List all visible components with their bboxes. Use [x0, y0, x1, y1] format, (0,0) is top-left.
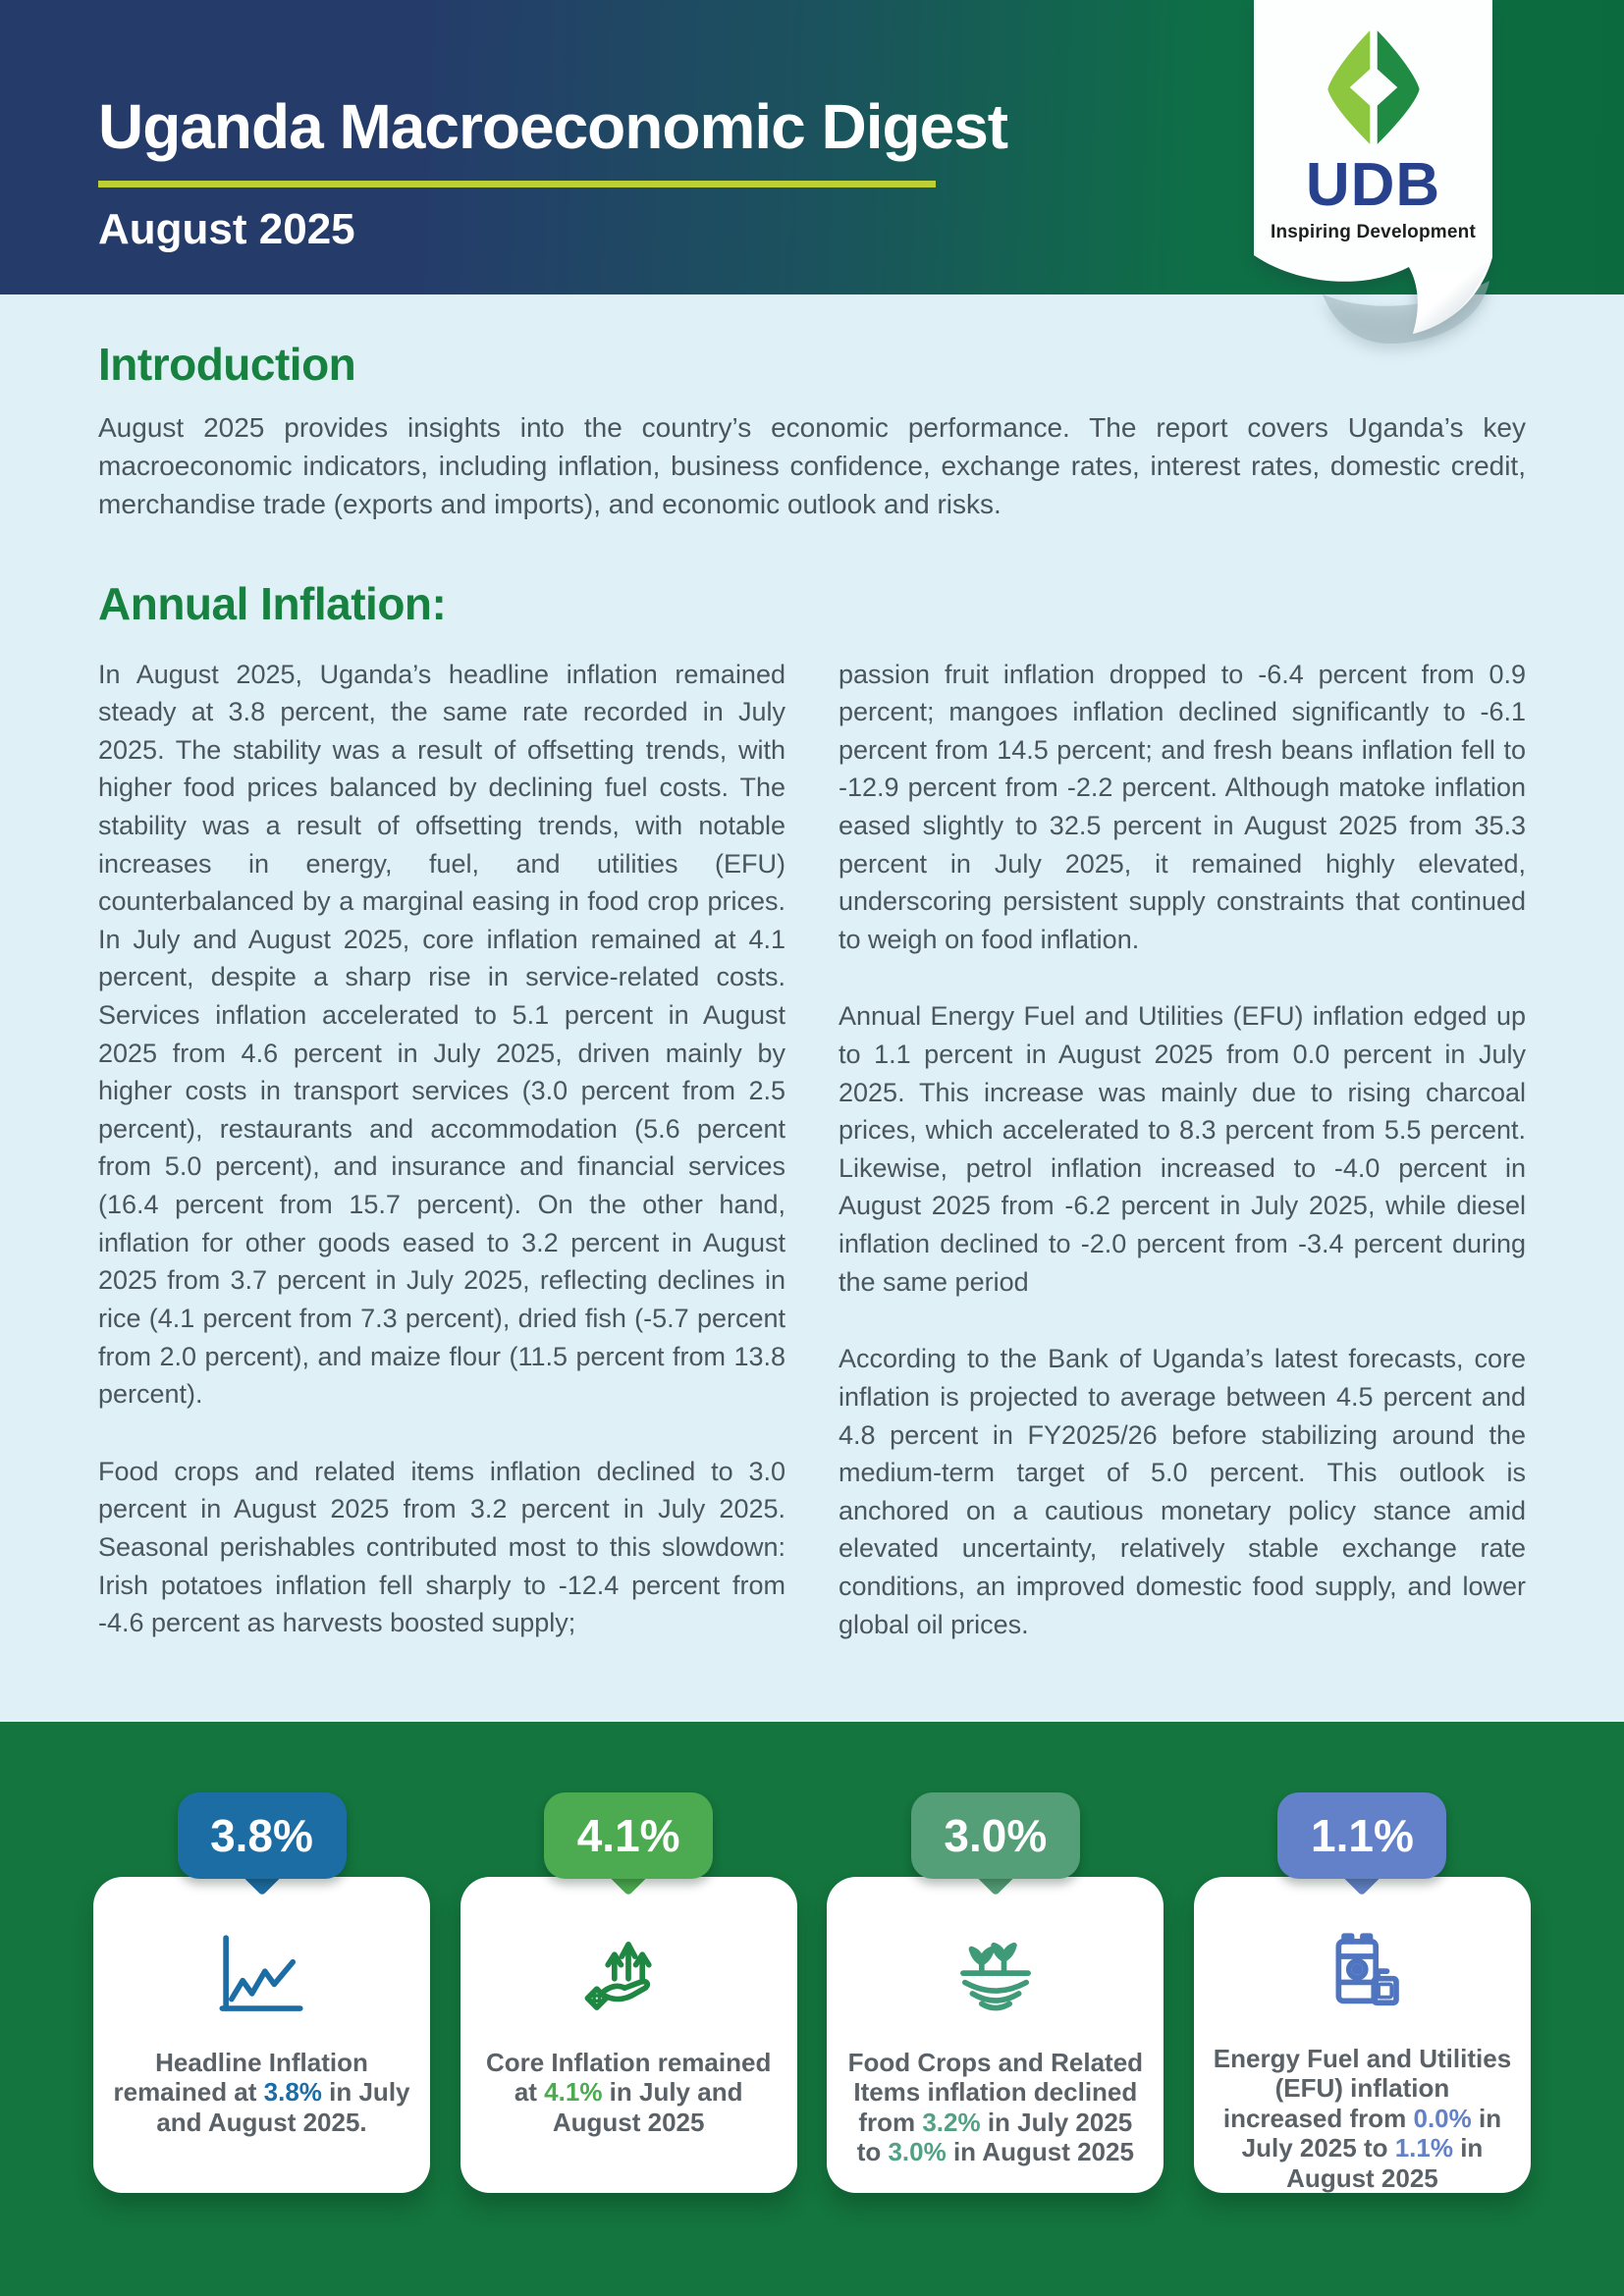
- report-month: August 2025: [98, 205, 355, 253]
- stat-card-body: [93, 1877, 430, 2193]
- stat-badge: 1.1%: [1277, 1792, 1446, 1879]
- stat-badge: 3.8%: [178, 1792, 347, 1879]
- stat-card-food-crops: [827, 1792, 1164, 2193]
- stat-caption: Energy Fuel and Utilities (EFU) inflation increased from 0.0% in July 2025 to 1.1% in August 2025: [1213, 2043, 1512, 2193]
- paragraph: passion fruit inflation dropped to -6.4 percent from 0.9 percent; mangoes inflation declined significantly to -6.1 percent from 14.5 percent; and fresh beans inflation fell to -12.9 percent from -2.2 percent. Although matoke inflation eased slightly to 32.5 percent in August 2025 from 35.3 percent in July 2025, it remained highly elevated, underscoring persistent supply constraints that continued to weigh on food inflation.: [839, 659, 1526, 954]
- title-underline: [98, 181, 936, 187]
- paragraph: In August 2025, Uganda’s headline inflation remained steady at 3.8 percent, the same rate recorded in July 2025. The stability was a result of offsetting trends, with higher food prices balanced by declining fuel costs. The stability was a result of offsetting trends, with notable increases in energy, fuel, and utilities (EFU) counterbalanced by a marginal easing in food crop prices. In July and August 2025, core inflation remained at 4.1 percent, despite a sharp rise in service-related costs. Services inflation accelerated to 5.1 percent in August 2025 from 4.6 percent in July 2025, driven mainly by higher costs in transport services (3.0 percent from 2.5 percent), restaurants and accommodation (5.6 percent from 5.0 percent), and insurance and financial services (16.4 percent from 15.7 percent). On the other hand, inflation for other goods eased to 3.2 percent in August 2025 from 3.7 percent in July 2025, reflecting declines in rice (4.1 percent from 7.3 percent), dried fish (-5.7 percent from 2.0 percent), and maize flour (11.5 percent from 13.8 percent).: [98, 659, 785, 1410]
- food-crops-icon: [945, 1926, 1047, 2024]
- page-title: Uganda Macroeconomic Digest: [98, 91, 1008, 162]
- stat-card-core-inflation: [460, 1792, 797, 2193]
- udb-logo: [1254, 0, 1492, 243]
- stat-card-body: [827, 1877, 1164, 2193]
- stat-cards: [0, 1722, 1624, 2193]
- two-column-text: [98, 656, 1526, 1683]
- hand-growth-icon: [577, 1926, 679, 2024]
- introduction-heading: Introduction: [98, 339, 356, 390]
- stat-caption: Core Inflation remained at 4.1% in July and August 2025: [485, 2048, 772, 2137]
- paragraph: Annual Energy Fuel and Utilities (EFU) inflation edged up to 1.1 percent in August 2025 from 0.0 percent in July 2025. This increase was mainly due to rising charcoal prices, which accelerated to 8.3 percent from 5.5 percent. Likewise, petrol inflation increased to -4.0 percent in August 2025 from -6.2 percent in July 2025, while diesel inflation declined to -2.0 percent from -3.4 percent during the same period: [839, 1001, 1526, 1297]
- article-body: [0, 294, 1624, 1722]
- stat-card-body: [460, 1877, 797, 2193]
- udb-logo-card: [1254, 0, 1492, 355]
- right-column: [839, 656, 1526, 1683]
- stat-badge: 4.1%: [544, 1792, 713, 1879]
- oil-barrel-icon: [1311, 1926, 1413, 2020]
- line-chart-icon: [211, 1926, 313, 2024]
- paragraph: Food crops and related items inflation declined to 3.0 percent in August 2025 from 3.2 percent in July 2025. Seasonal perishables contributed most to this slowdown: Irish potatoes inflation fell sharply to -12.4 percent from -4.6 percent as harvests boosted supply;: [98, 1456, 785, 1638]
- stat-card-headline-inflation: [93, 1792, 430, 2193]
- stat-caption: Food Crops and Related Items inflation declined from 3.2% in July 2025 to 3.0% in August 2025: [847, 2048, 1144, 2167]
- left-column: [98, 656, 785, 1683]
- stat-card-body: [1194, 1877, 1531, 2193]
- udb-diamond-icon: [1319, 26, 1429, 149]
- stat-card-efu: [1194, 1792, 1531, 2193]
- introduction-paragraph: August 2025 provides insights into the country’s economic performance. The report covers Uganda’s key macroeconomic indicators, including inflation, business confidence, exchange rates, interest rates, domestic credit, merchandise trade (exports and imports), and economic outlook and risks.: [98, 412, 1526, 520]
- udb-wordmark: UDB: [1305, 151, 1441, 219]
- annual-inflation-heading: Annual Inflation:: [98, 577, 447, 629]
- stat-badge: 3.0%: [911, 1792, 1080, 1879]
- udb-tagline: Inspiring Development: [1270, 222, 1476, 242]
- paragraph: According to the Bank of Uganda’s latest forecasts, core inflation is projected to average between 4.5 percent and 4.8 percent in FY2025/26 before stabilizing around the medium-term target of 5.0 percent. This outlook is anchored on a cautious monetary policy stance amid elevated uncertainty, relatively stable exchange rate conditions, an improved domestic food supply, and lower global oil prices.: [839, 1344, 1526, 1639]
- stats-band: [0, 1722, 1624, 2296]
- stat-caption: Headline Inflation remained at 3.8% in July and August 2025.: [113, 2048, 410, 2137]
